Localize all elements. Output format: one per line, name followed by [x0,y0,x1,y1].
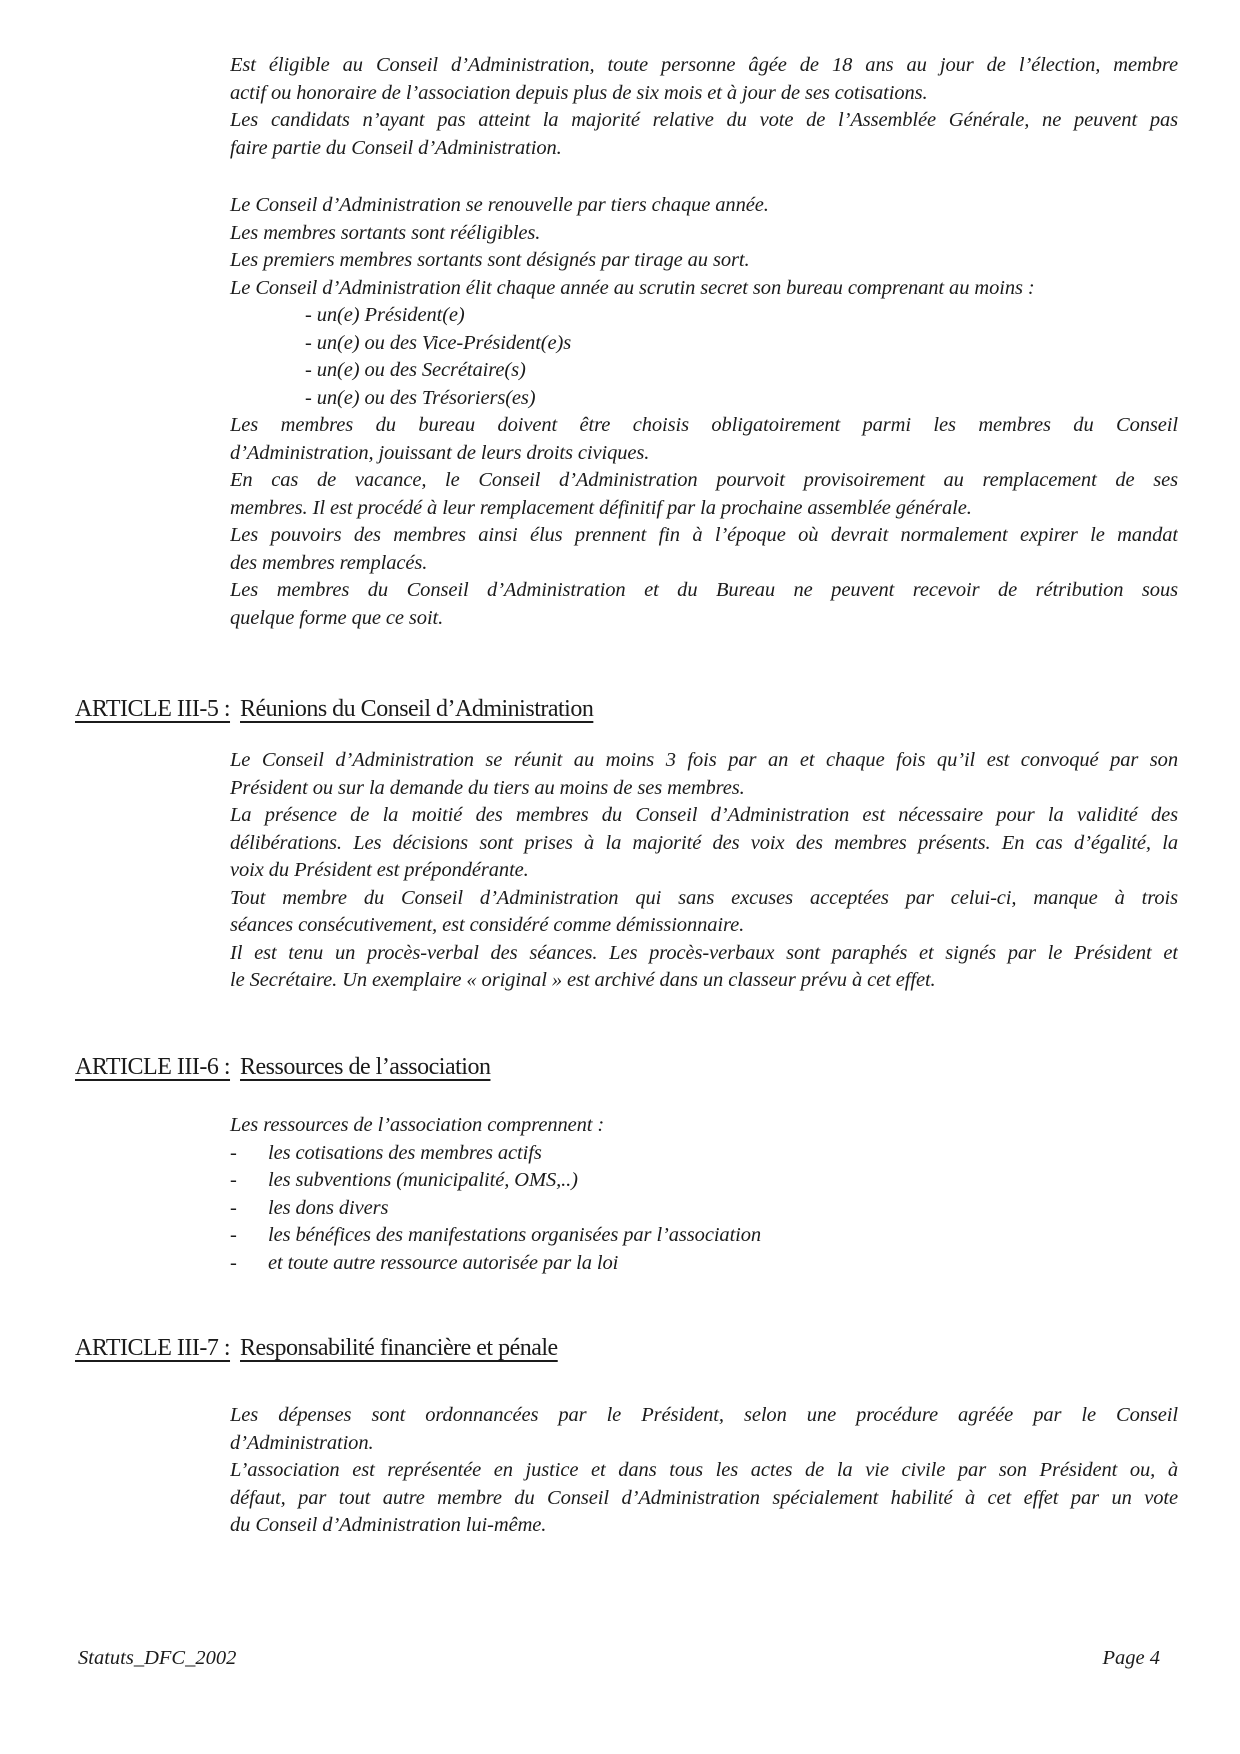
list-item: - un(e) Président(e) [305,304,465,326]
body-line: d’Administration, jouissant de leurs droits civiques. [230,441,650,464]
dash-bullet: - [230,1141,237,1164]
heading-article-iii-7 [75,1333,558,1363]
body-line: séances consécutivement, est considéré comme démissionnaire. [230,914,745,936]
list-item-text: et toute autre ressource autorisée par la loi [268,1251,619,1274]
list-item [230,1222,1178,1250]
body-line: Les ressources de l’association comprennent : [230,1114,605,1136]
article-number: ARTICLE III-5 : [75,696,231,722]
body-line: actif ou honoraire de l’association depuis plus de six mois et à jour de ses cotisations. [230,81,928,104]
heading-article-iii-5 [75,694,593,724]
body-line: d’Administration. [230,1431,374,1454]
body-line: Tout membre du Conseil d’Administration qui sans excuses acceptées par celui-ci, manque à trois [230,886,1178,909]
body-line: Les pouvoirs des membres ainsi élus prennent fin à l’époque où devrait normalement expirer le mandat [230,524,1178,546]
list-item: - un(e) ou des Vice-Président(e)s [305,331,572,354]
body-line: Le Conseil d’Administration élit chaque année au scrutin secret son bureau comprenant au moins : [230,276,1035,299]
dash-bullet: - [230,1169,237,1191]
body-line: quelque forme que ce soit. [230,606,444,629]
body-line: le Secrétaire. Un exemplaire « original » est archivé dans un classeur prévu à cet effet. [230,969,936,991]
dash-bullet: - [230,1224,237,1246]
body-line: En cas de vacance, le Conseil d’Administration pourvoit provisoirement au remplacement de ses [230,469,1178,491]
body-line: Les candidats n’ayant pas atteint la majorité relative du vote de l’Assemblée Générale, ne peuvent pas [230,109,1178,131]
list-item: - un(e) ou des Trésoriers(es) [305,386,536,409]
paragraph-eligibility [230,52,1178,162]
body-line: Il est tenu un procès-verbal des séances. Les procès-verbaux sont paraphés et signés par le Président et [230,941,1178,964]
body-line: du Conseil d’Administration lui-même. [230,1514,547,1536]
paragraph-responsabilite [230,1402,1178,1540]
list-item [230,1250,1178,1278]
footer-document-id: Statuts_DFC_2002 [78,1647,237,1669]
article-title: Ressources de l’association [240,1054,491,1080]
paragraph-reunions [230,747,1178,995]
body-line: voix du Président est prépondérante. [230,859,529,881]
body-line: Les membres du bureau doivent être choisis obligatoirement parmi les membres du Conseil [230,414,1178,436]
body-line: Les membres sortants sont rééligibles. [230,221,541,244]
body-line: L’association est représentée en justice et dans tous les actes de la vie civile par son Président ou, à [230,1459,1178,1481]
body-line: Les membres du Conseil d’Administration et du Bureau ne peuvent recevoir de rétribution sous [230,579,1178,601]
list-item-text: les bénéfices des manifestations organisées par l’association [268,1224,762,1246]
article-number: ARTICLE III-7 : [75,1335,231,1361]
article-title: Responsabilité financière et pénale [240,1335,558,1361]
body-line: Est éligible au Conseil d’Administration, toute personne âgée de 18 ans au jour de l’élection, membre [230,54,1178,76]
body-line: Le Conseil d’Administration se réunit au moins 3 fois par an et chaque fois qu’il est convoqué par son [230,749,1178,771]
heading-article-iii-6 [75,1052,490,1082]
paragraph-ressources [230,1112,1178,1277]
list-item [230,1167,1178,1195]
body-line: membres. Il est procédé à leur remplacement définitif par la prochaine assemblée générale. [230,496,972,519]
list-item-text: les cotisations des membres actifs [268,1141,542,1164]
body-line: faire partie du Conseil d’Administration. [230,136,562,159]
list-item: - un(e) ou des Secrétaire(s) [305,359,526,381]
article-title: Réunions du Conseil d’Administration [240,696,594,722]
list-item [230,1140,1178,1168]
body-line: Le Conseil d’Administration se renouvelle par tiers chaque année. [230,194,769,216]
dash-bullet: - [230,1196,237,1219]
footer-page-number: Page 4 [1102,1647,1160,1669]
body-line: Président ou sur la demande du tiers au moins de ses membres. [230,776,745,799]
list-item-text: les subventions (municipalité, OMS,..) [268,1169,578,1191]
article-number: ARTICLE III-6 : [75,1054,231,1080]
body-line: Les premiers membres sortants sont désignés par tirage au sort. [230,249,750,271]
list-item-text: les dons divers [268,1196,389,1219]
body-line: des membres remplacés. [230,551,428,574]
body-line: défaut, par tout autre membre du Conseil d’Administration spécialement habilité à cet effet par un vote [230,1486,1178,1509]
list-item [230,1195,1178,1223]
body-line: Les dépenses sont ordonnancées par le Président, selon une procédure agréée par le Conseil [230,1404,1178,1426]
dash-bullet: - [230,1251,237,1274]
paragraph-bureau [230,192,1178,632]
body-line: La présence de la moitié des membres du Conseil d’Administration est nécessaire pour la validité des [230,804,1178,826]
body-line: délibérations. Les décisions sont prises à la majorité des voix des membres présents. En cas d’égalité, la [230,831,1178,854]
